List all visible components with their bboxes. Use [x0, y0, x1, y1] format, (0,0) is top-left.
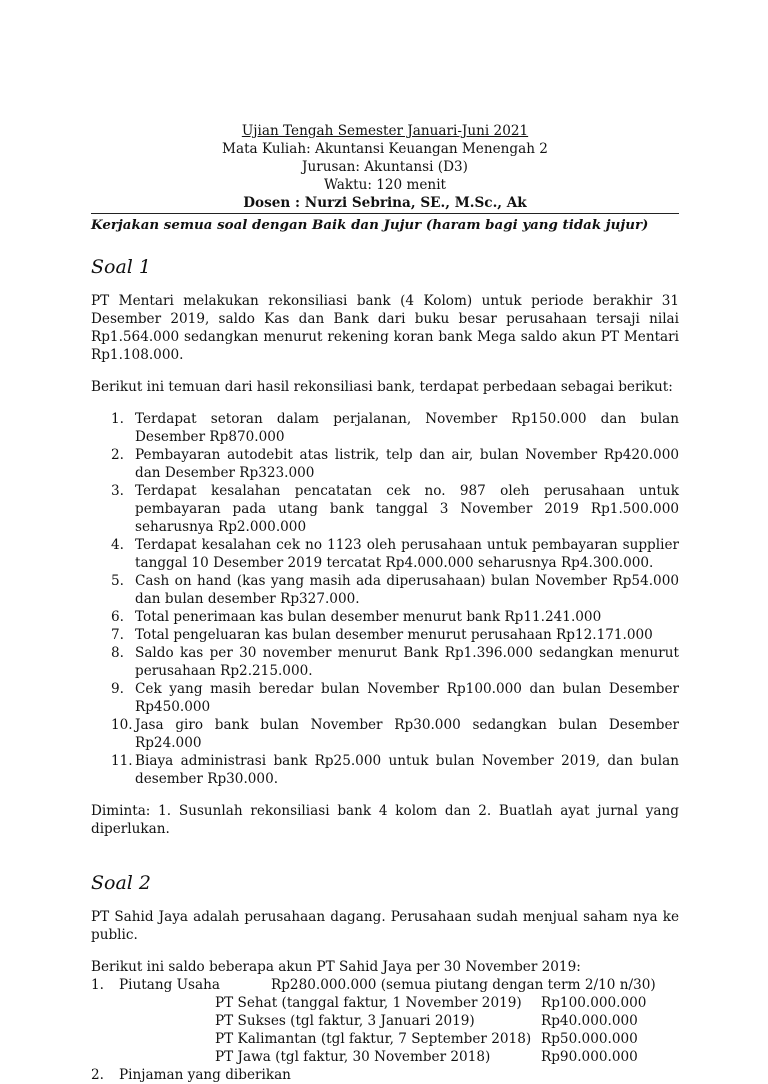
instruction: Kerjakan semua soal dengan Baik dan Jujur (haram bagi yang tidak jujur) [91, 217, 649, 233]
exam-header [91, 122, 679, 212]
list-item: 10. Jasa giro bank bulan November Rp30.000 sedangkan bulan Desember Rp24.000 [111, 717, 679, 751]
receivable-row: PT Sukses (tgl faktur, 3 Januari 2019) Rp40.000.000 [215, 1013, 638, 1029]
list-item: 8. Saldo kas per 30 november menurut Bank Rp1.396.000 sedangkan menurut perusahaan Rp2.215.000. [111, 645, 679, 679]
header-divider [91, 213, 679, 214]
account-row: 1. Piutang Usaha Rp280.000.000 (semua piutang dengan term 2/10 n/30) [91, 977, 656, 993]
soal-2-lead: Berikut ini saldo beberapa akun PT Sahid Jaya per 30 November 2019: [91, 959, 581, 975]
list-item: 1. Terdapat setoran dalam perjalanan, November Rp150.000 dan bulan Desember Rp870.000 [111, 411, 679, 445]
exam-title: Ujian Tengah Semester Januari-Juni 2021 [241, 123, 529, 139]
exam-duration: Waktu: 120 menit [323, 177, 447, 193]
list-item: 6. Total penerimaan kas bulan desember menurut bank Rp11.241.000 [111, 609, 602, 625]
exam-page [91, 122, 679, 1084]
list-item: 3. Terdapat kesalahan pencatatan cek no. 987 oleh perusahaan untuk pembayaran pada utang bank tanggal 3 November 2019 Rp1.500.000 seharusnya Rp2.000.000 [111, 483, 679, 535]
department: Jurusan: Akuntansi (D3) [302, 159, 468, 175]
soal-1-lead: Berikut ini temuan dari hasil rekonsiliasi bank, terdapat perbedaan sebagai berikut: [91, 379, 673, 395]
course-name: Mata Kuliah: Akuntansi Keuangan Menengah 2 [222, 141, 548, 157]
list-item: 11. Biaya administrasi bank Rp25.000 untuk bulan November 2019, dan bulan desember Rp30.000. [111, 753, 679, 787]
list-item: 5. Cash on hand (kas yang masih ada diperusahaan) bulan November Rp54.000 dan bulan desember Rp327.000. [111, 573, 679, 607]
soal-1-findings-list [91, 410, 679, 788]
soal-1-heading: Soal 1 [91, 256, 151, 278]
soal-1-intro: PT Mentari melakukan rekonsiliasi bank (4 Kolom) untuk periode berakhir 31 Desember 2019, saldo Kas dan Bank dari buku besar perusahaan tersaji nilai Rp1.564.000 sedangkan menurut rekening koran bank Mega saldo akun PT Mentari Rp1.108.000. [91, 293, 679, 363]
list-item: 2. Pembayaran autodebit atas listrik, telp dan air, bulan November Rp420.000 dan Desember Rp323.000 [111, 447, 679, 481]
list-item: 4. Terdapat kesalahan cek no 1123 oleh perusahaan untuk pembayaran supplier tanggal 10 Desember 2019 tercatat Rp4.000.000 seharusnya Rp4.300.000. [111, 537, 679, 571]
receivable-row: PT Kalimantan (tgl faktur, 7 September 2018) Rp50.000.000 [215, 1031, 638, 1047]
lecturer: Dosen : Nurzi Sebrina, SE., M.Sc., Ak [243, 195, 527, 211]
soal-2-heading: Soal 2 [91, 872, 151, 894]
list-item: 9. Cek yang masih beredar bulan November Rp100.000 dan bulan Desember Rp450.000 [111, 681, 679, 715]
soal-2-intro: PT Sahid Jaya adalah perusahaan dagang. Perusahaan sudah menjual saham nya ke public. [91, 909, 679, 943]
soal-2-section [91, 872, 679, 1084]
account-row: 2. Pinjaman yang diberikan [91, 1067, 291, 1083]
list-item: 7. Total pengeluaran kas bulan desember menurut perusahaan Rp12.171.000 [111, 627, 653, 643]
receivable-row: PT Jawa (tgl faktur, 30 November 2018) Rp90.000.000 [215, 1049, 638, 1065]
soal-1-section [91, 256, 679, 838]
receivable-row: PT Sehat (tanggal faktur, 1 November 2019) Rp100.000.000 [215, 995, 647, 1011]
soal-1-request: Diminta: 1. Susunlah rekonsiliasi bank 4 kolom dan 2. Buatlah ayat jurnal yang diperlukan. [91, 803, 679, 837]
